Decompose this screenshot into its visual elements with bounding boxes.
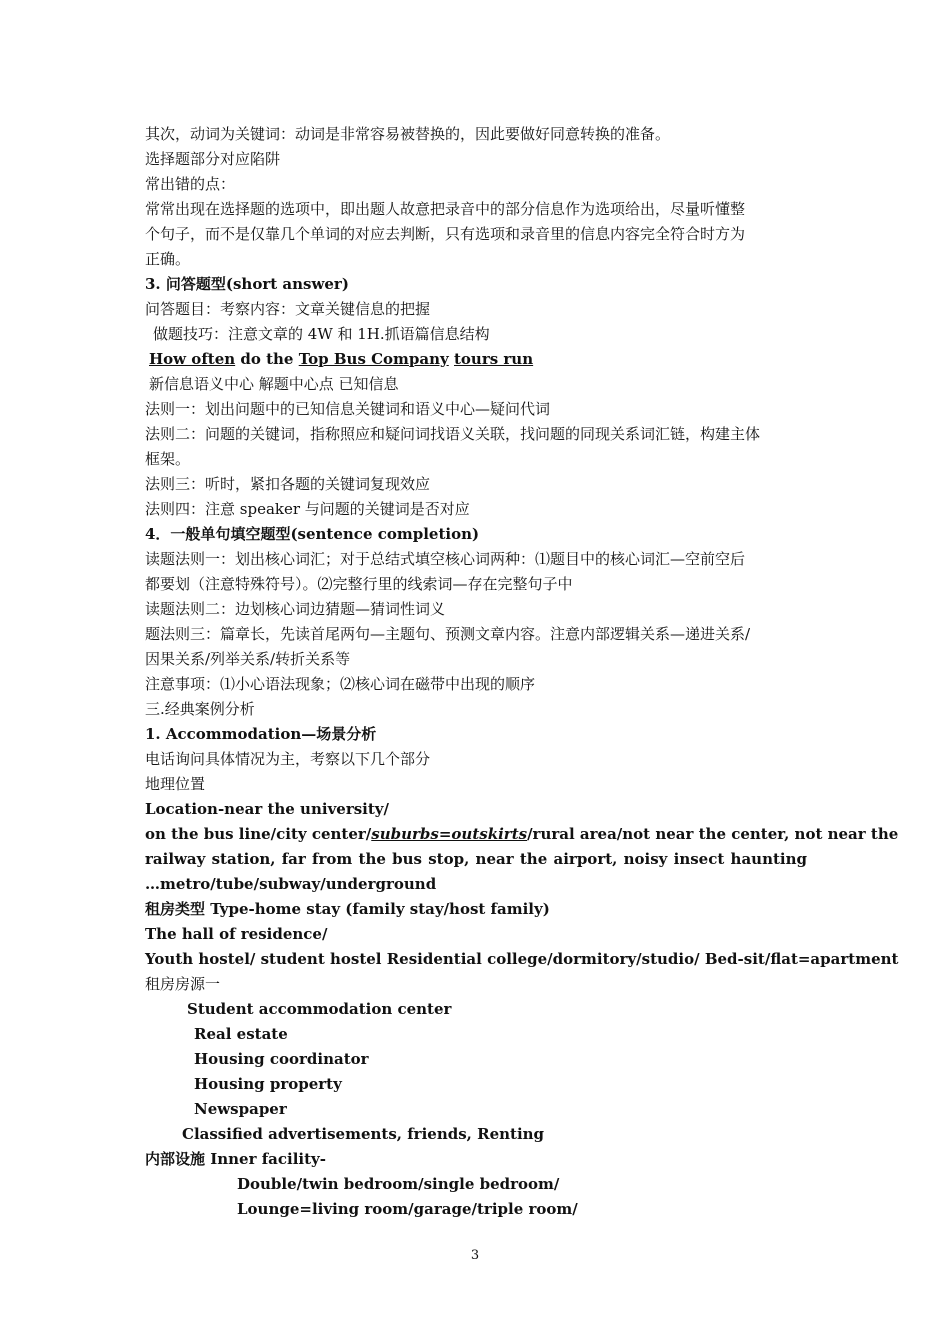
text-line: 法则四：注意 speaker 与问题的关键词是否对应: [145, 500, 470, 518]
section-heading: 3. 问答题型(short answer): [145, 275, 349, 293]
text-line: The hall of residence/: [145, 925, 328, 943]
document-page: [145, 122, 899, 1222]
text-line: 法则一：划出问题中的已知信息关键词和语义中心—疑问代词: [145, 400, 551, 418]
text-line: 地理位置: [145, 775, 206, 793]
page-number: 3: [470, 1248, 480, 1263]
text-line: 因果关系/列举关系/转折关系等: [145, 650, 351, 668]
text-line: 个句子，而不是仅靠几个单词的对应去判断，只有选项和录音里的信息内容完全符合时方为: [145, 225, 746, 243]
list-item: Double/twin bedroom/single bedroom/: [237, 1175, 560, 1193]
text-line: 其次，动词为关键词：动词是非常容易被替换的，因此要做好同意转换的准备。: [145, 125, 671, 143]
text-line: …metro/tube/subway/underground: [145, 875, 437, 893]
text-line: 新信息语义中心 解题中心点 已知信息: [149, 375, 399, 393]
location-term: suburbs=outskirts: [371, 825, 528, 843]
text-line: 电话询问具体情况为主，考察以下几个部分: [145, 750, 431, 768]
example-word: tours run: [454, 350, 534, 368]
text-line: Youth hostel/ student hostel Residential college/dormitory/studio/ Bed-sit/flat=apartment: [145, 950, 899, 968]
text-line: 题法则三：篇章长，先读首尾两句—主题句、预测文章内容。注意内部逻辑关系—递进关系/: [145, 625, 751, 643]
text-line: 都要划（注意特殊符号）。⑵完整行里的线索词—存在完整句子中: [145, 575, 573, 593]
text-line: Location-near the university/: [145, 800, 389, 818]
example-sentence: [145, 347, 807, 372]
text-line: 读题法则一：划出核心词汇；对于总结式填空核心词两种：⑴题目中的核心词汇—空前空后: [145, 550, 746, 568]
list-item: Student accommodation center: [187, 1000, 452, 1018]
text-line: 读题法则二：边划核心词边猜题—猜词性词义: [145, 600, 446, 618]
text-line: railway station, far from the bus stop, near the airport, noisy insect haunting: [145, 850, 807, 868]
text-line: 租房类型 Type-home stay (family stay/host family): [145, 900, 550, 918]
list-item: Newspaper: [194, 1100, 287, 1118]
example-word: Top Bus Company: [298, 350, 449, 368]
example-word: How often: [149, 350, 236, 368]
list-item: Lounge=living room/garage/triple room/: [237, 1200, 578, 1218]
text-line: 正确。: [145, 250, 191, 268]
text-line: 做题技巧：注意文章的 4W 和 1H.抓语篇信息结构: [153, 325, 490, 343]
list-item: Housing property: [194, 1075, 342, 1093]
list-item: Housing coordinator: [194, 1050, 369, 1068]
section-heading: 三.经典案例分析: [145, 700, 255, 718]
text-line: 注意事项：⑴小心语法现象；⑵核心词在磁带中出现的顺序: [145, 675, 536, 693]
location-text: on the bus line/city center/: [145, 825, 372, 843]
text-line: 法则二：问题的关键词，指称照应和疑问词找语义关联，找问题的同现关系词汇链，构建主体: [145, 425, 761, 443]
text-line: 问答题目：考察内容：文章关键信息的把握: [145, 300, 431, 318]
text-line: 选择题部分对应陷阱: [145, 150, 281, 168]
section-heading: 4．一般单句填空题型(sentence completion): [145, 525, 480, 543]
list-item: Classified advertisements, friends, Renting: [182, 1125, 545, 1143]
text-line: 租房房源一: [145, 975, 221, 993]
text-line: 常常出现在选择题的选项中，即出题人故意把录音中的部分信息作为选项给出，尽量听懂整: [145, 200, 746, 218]
location-text: /rural area/not near the center, not near the: [527, 825, 899, 843]
text-line: 内部设施 Inner facility-: [145, 1150, 326, 1168]
example-word: do the: [235, 350, 299, 368]
text-line: 常出错的点：: [145, 175, 236, 193]
section-heading: 1. Accommodation—场景分析: [145, 725, 377, 743]
list-item: Real estate: [194, 1025, 288, 1043]
text-line: [145, 822, 899, 847]
text-line: 框架。: [145, 450, 191, 468]
text-line: 法则三：听时，紧扣各题的关键词复现效应: [145, 475, 431, 493]
